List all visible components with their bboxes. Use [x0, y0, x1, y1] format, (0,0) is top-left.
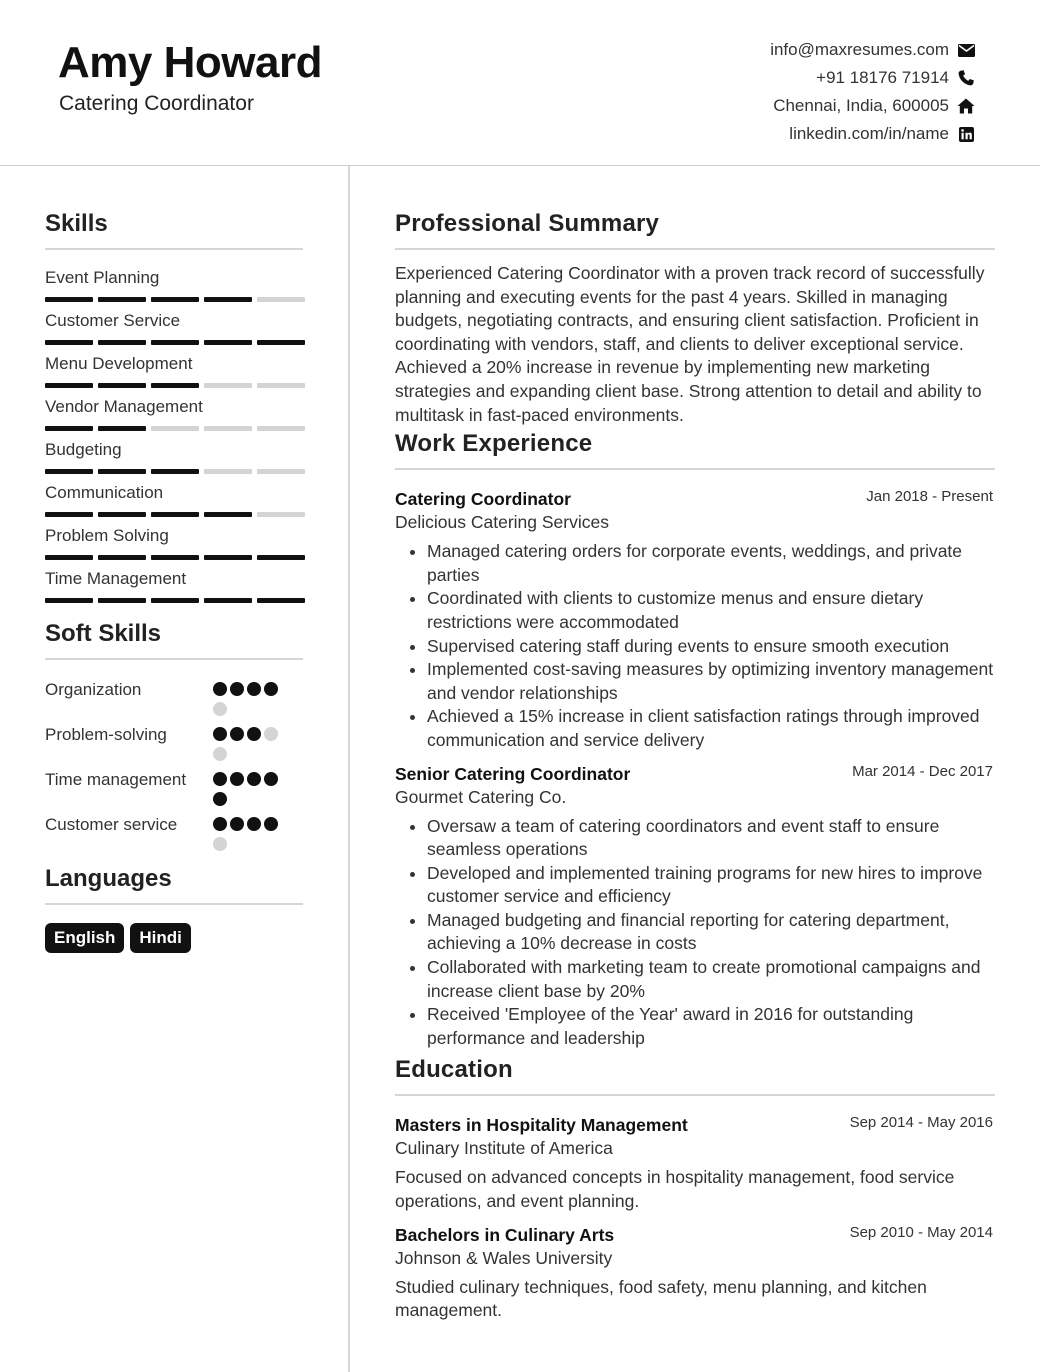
skill-level-segment: [45, 512, 93, 517]
job-bullets: [395, 540, 995, 752]
skill-name: Communication: [45, 483, 164, 502]
skill-level-bar: [45, 512, 305, 517]
education-description: Studied culinary techniques, food safety, menu planning, and kitchen management.: [395, 1276, 927, 1321]
soft-skill-item: [45, 678, 303, 716]
contact-info: [770, 36, 975, 148]
skill-name: Vendor Management: [45, 397, 203, 416]
skill-level-bar: [45, 383, 305, 388]
rating-dot: [230, 682, 244, 696]
rating-dot: [247, 772, 261, 786]
skill-level-segment: [204, 598, 252, 603]
job-entry: [395, 488, 995, 752]
skill-name: Event Planning: [45, 268, 160, 287]
language-badge: Hindi: [130, 923, 191, 953]
education-date: Sep 2014 - May 2016: [849, 1114, 993, 1132]
rating-dot: [264, 772, 278, 786]
soft-skills-list: [45, 678, 303, 851]
job-date: Jan 2018 - Present: [866, 488, 993, 506]
contact-email-text: info@maxresumes.com: [770, 40, 949, 59]
skill-level-segment: [45, 598, 93, 603]
summary-heading: Professional Summary: [395, 210, 995, 250]
skill-level-segment: [257, 297, 305, 302]
languages-heading: Languages: [45, 865, 303, 905]
contact-address-text: Chennai, India, 600005: [773, 96, 949, 115]
skill-level-segment: [45, 297, 93, 302]
education-degree: Bachelors in Culinary Arts: [395, 1224, 615, 1245]
experience-heading: Work Experience: [395, 430, 995, 470]
rating-dot: [213, 817, 227, 831]
skill-level-segment: [98, 598, 146, 603]
skills-list: [45, 268, 303, 612]
rating-dot: [264, 817, 278, 831]
skill-level-bar: [45, 340, 305, 345]
skill-level-segment: [257, 555, 305, 560]
job-date: Mar 2014 - Dec 2017: [852, 762, 993, 780]
soft-skill-rating: [213, 768, 287, 806]
skill-level-segment: [98, 340, 146, 345]
skill-level-segment: [151, 340, 199, 345]
rating-dot: [213, 747, 227, 761]
rating-dot: [247, 682, 261, 696]
skill-level-segment: [98, 297, 146, 302]
skill-level-segment: [98, 426, 146, 431]
soft-skill-rating: [213, 678, 287, 716]
rating-dot: [213, 837, 227, 851]
languages-list: [45, 923, 303, 953]
skill-level-segment: [204, 426, 252, 431]
skill-level-segment: [151, 469, 199, 474]
resume-header: [0, 0, 1040, 166]
rating-dot: [213, 702, 227, 716]
contact-email[interactable]: [770, 36, 975, 64]
soft-skills-heading: Soft Skills: [45, 620, 303, 660]
phone-icon: [957, 69, 975, 87]
education-list: [395, 1114, 995, 1322]
job-bullet: • Implemented cost-saving measures by optimizing inventory management and vendor relationships: [427, 658, 995, 705]
skill-level-segment: [204, 512, 252, 517]
skill-level-segment: [204, 340, 252, 345]
skill-item: [45, 311, 303, 354]
summary-text: Experienced Catering Coordinator with a proven track record of successfully planning and executing events for the past 4 years. Skilled in managing budgets, negotiating contracts, and ensuring client satisfaction. Proficient in coordinating with vendors, staff, and clients to deliver exceptional service. Achieved a 20% increase in revenue by implementing new marketing strategies and expanding client base. Strong attention to detail and ability to multitask in fast-paced environments.: [395, 263, 985, 425]
job-title: Catering Coordinator: [395, 489, 571, 510]
contact-phone[interactable]: [770, 64, 975, 92]
soft-skill-item: [45, 723, 303, 761]
rating-dot: [213, 682, 227, 696]
skill-level-bar: [45, 555, 305, 560]
job-bullet: • Developed and implemented training programs for new hires to improve customer service and efficiency: [427, 862, 995, 909]
main-content: [395, 210, 995, 1333]
job-bullet: • Received 'Employee of the Year' award in 2016 for outstanding performance and leadership: [427, 1003, 995, 1050]
skill-level-segment: [151, 598, 199, 603]
skill-level-segment: [98, 555, 146, 560]
rating-dot: [247, 817, 261, 831]
skill-level-segment: [151, 297, 199, 302]
skill-level-segment: [204, 469, 252, 474]
education-description: Focused on advanced concepts in hospitality management, food service operations, and event planning.: [395, 1167, 955, 1212]
skill-item: [45, 440, 303, 483]
job-bullet: • Supervised catering staff during events to ensure smooth execution: [427, 635, 995, 659]
skill-level-bar: [45, 598, 305, 603]
job-bullets: [395, 815, 995, 1051]
skill-level-segment: [151, 426, 199, 431]
skill-level-bar: [45, 426, 305, 431]
rating-dot: [213, 727, 227, 741]
column-divider: [348, 166, 350, 1372]
skill-level-segment: [45, 555, 93, 560]
soft-skill-rating: [213, 723, 287, 761]
soft-skill-name: Time management: [45, 770, 187, 789]
rating-dot: [213, 792, 227, 806]
skill-level-segment: [257, 598, 305, 603]
soft-skill-item: [45, 768, 303, 806]
soft-skill-name: Problem-solving: [45, 725, 167, 744]
skill-name: Problem Solving: [45, 526, 169, 545]
contact-address: [770, 92, 975, 120]
skill-level-segment: [151, 555, 199, 560]
job-company: Gourmet Catering Co.: [395, 786, 567, 807]
skill-level-segment: [45, 383, 93, 388]
language-badge: English: [45, 923, 124, 953]
skill-level-segment: [98, 512, 146, 517]
contact-linkedin[interactable]: [770, 120, 975, 148]
education-heading: Education: [395, 1056, 995, 1096]
sidebar: [45, 210, 303, 953]
skill-item: [45, 483, 303, 526]
candidate-name: Amy Howard: [58, 38, 322, 87]
skill-level-segment: [257, 512, 305, 517]
skill-level-segment: [151, 512, 199, 517]
job-bullet: • Achieved a 15% increase in client satisfaction ratings through improved communication and service delivery: [427, 705, 995, 752]
skill-level-segment: [204, 555, 252, 560]
education-school: Culinary Institute of America: [395, 1138, 613, 1159]
education-school: Johnson & Wales University: [395, 1247, 613, 1268]
rating-dot: [264, 727, 278, 741]
rating-dot: [230, 727, 244, 741]
linkedin-icon: [957, 125, 975, 143]
skill-level-segment: [204, 383, 252, 388]
skill-level-segment: [98, 469, 146, 474]
soft-skill-rating: [213, 813, 287, 851]
education-date: Sep 2010 - May 2014: [849, 1223, 993, 1241]
soft-skill-name: Customer service: [45, 815, 178, 834]
skill-level-bar: [45, 297, 305, 302]
skill-name: Menu Development: [45, 354, 193, 373]
skills-heading: Skills: [45, 210, 303, 250]
skill-level-segment: [151, 383, 199, 388]
experience-list: [395, 488, 995, 1050]
skill-level-segment: [257, 426, 305, 431]
skill-level-segment: [257, 383, 305, 388]
skill-level-segment: [45, 469, 93, 474]
candidate-title: Catering Coordinator: [59, 92, 254, 115]
skill-name: Time Management: [45, 569, 187, 588]
skill-item: [45, 268, 303, 311]
job-company: Delicious Catering Services: [395, 512, 609, 533]
rating-dot: [213, 772, 227, 786]
soft-skill-name: Organization: [45, 680, 142, 699]
education-degree: Masters in Hospitality Management: [395, 1115, 688, 1136]
job-bullet: • Managed budgeting and financial reporting for catering department, achieving a 10% decrease in costs: [427, 909, 995, 956]
job-bullet: • Coordinated with clients to customize menus and ensure dietary restrictions were accommodated: [427, 587, 995, 634]
rating-dot: [247, 727, 261, 741]
job-bullet: • Managed catering orders for corporate events, weddings, and private parties: [427, 540, 995, 587]
skill-level-bar: [45, 469, 305, 474]
skill-name: Budgeting: [45, 440, 122, 459]
envelope-icon: [957, 41, 975, 59]
education-entry: [395, 1114, 995, 1213]
skill-level-segment: [204, 297, 252, 302]
skill-level-segment: [45, 426, 93, 431]
soft-skill-item: [45, 813, 303, 851]
skill-level-segment: [98, 383, 146, 388]
education-entry: [395, 1224, 995, 1323]
skill-item: [45, 397, 303, 440]
job-entry: [395, 763, 995, 1051]
rating-dot: [264, 682, 278, 696]
contact-phone-text: +91 18176 71914: [816, 68, 949, 87]
home-icon: [957, 97, 975, 115]
skill-name: Customer Service: [45, 311, 181, 330]
skill-item: [45, 526, 303, 569]
skill-level-segment: [257, 340, 305, 345]
job-bullet: • Oversaw a team of catering coordinators and event staff to ensure seamless operations: [427, 815, 995, 862]
skill-level-segment: [45, 340, 93, 345]
skill-level-segment: [257, 469, 305, 474]
skill-item: [45, 569, 303, 612]
contact-linkedin-text: linkedin.com/in/name: [789, 124, 949, 143]
job-bullet: • Collaborated with marketing team to create promotional campaigns and increase client base by 20%: [427, 956, 995, 1003]
rating-dot: [230, 772, 244, 786]
job-title: Senior Catering Coordinator: [395, 763, 631, 784]
skill-item: [45, 354, 303, 397]
rating-dot: [230, 817, 244, 831]
